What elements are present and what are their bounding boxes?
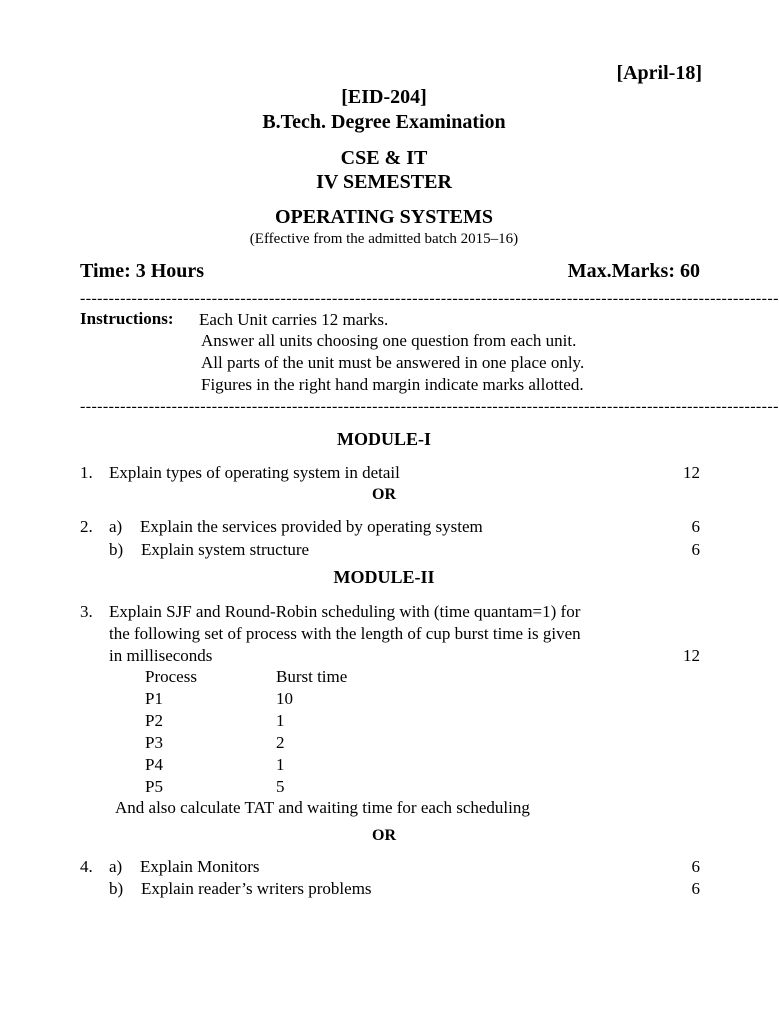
instruction-line: Answer all units choosing one question from each unit. [201, 331, 577, 350]
part-label: b) [109, 540, 124, 559]
part-label: a) [109, 857, 123, 876]
question-number: 1. [80, 463, 93, 482]
question-marks: 12 [683, 646, 700, 665]
question-text: the following set of process with the length of cup burst time is given [109, 624, 581, 643]
table-cell-burst: 5 [276, 777, 285, 796]
question-text: Explain types of operating system in detail [109, 463, 400, 482]
question-text: Explain Monitors [140, 857, 260, 876]
question-marks: 6 [691, 879, 700, 898]
question-number: 4. [80, 857, 93, 876]
question-text: in milliseconds [109, 646, 213, 665]
separator-bottom: -------------------------------------------------------------------------------------------------------------------------- [80, 398, 779, 415]
table-cell-burst: 2 [276, 733, 285, 752]
or-separator: OR [372, 827, 396, 844]
effective-note: (Effective from the admitted batch 2015–16) [249, 231, 519, 247]
table-cell-burst: 1 [276, 711, 285, 730]
instruction-line: Figures in the right hand margin indicate marks allotted. [201, 375, 584, 394]
question-number: 2. [80, 517, 93, 536]
question-text: Explain reader’s writers problems [141, 879, 372, 898]
exam-date: [April-18] [616, 62, 702, 84]
question-text: Explain SJF and Round-Robin scheduling with (time quantam=1) for [109, 602, 581, 621]
question-marks: 6 [691, 857, 700, 876]
table-header-process: Process [145, 667, 197, 686]
subject-name: OPERATING SYSTEMS [274, 206, 493, 228]
question-marks: 6 [691, 517, 700, 536]
table-cell-burst: 10 [276, 689, 293, 708]
branch: CSE & IT [340, 147, 428, 169]
instructions-label: Instructions: [80, 309, 174, 328]
table-cell-process: P3 [145, 733, 163, 752]
semester: IV SEMESTER [316, 171, 452, 193]
table-header-burst: Burst time [276, 667, 348, 686]
instruction-line: Each Unit carries 12 marks. [199, 310, 389, 329]
module-heading: MODULE-II [333, 567, 435, 587]
table-cell-burst: 1 [276, 755, 285, 774]
table-cell-process: P4 [145, 755, 163, 774]
question-text: Explain system structure [141, 540, 310, 559]
instruction-line: All parts of the unit must be answered in one place only. [201, 353, 585, 372]
question-footer: And also calculate TAT and waiting time for each scheduling [115, 798, 530, 817]
part-label: b) [109, 879, 124, 898]
table-cell-process: P5 [145, 777, 163, 796]
or-separator: OR [372, 486, 396, 503]
table-cell-process: P2 [145, 711, 163, 730]
max-marks: Max.Marks: 60 [567, 260, 700, 282]
subject-code: [EID-204] [341, 86, 427, 108]
time-allowed: Time: 3 Hours [80, 260, 205, 282]
exam-title: B.Tech. Degree Examination [262, 111, 506, 133]
question-marks: 12 [683, 463, 700, 482]
question-text: Explain the services provided by operating system [140, 517, 483, 536]
separator-top: -------------------------------------------------------------------------------------------------------------------------- [80, 290, 779, 307]
question-number: 3. [80, 602, 93, 621]
table-cell-process: P1 [145, 689, 163, 708]
question-marks: 6 [691, 540, 700, 559]
part-label: a) [109, 517, 123, 536]
module-heading: MODULE-I [337, 429, 431, 449]
